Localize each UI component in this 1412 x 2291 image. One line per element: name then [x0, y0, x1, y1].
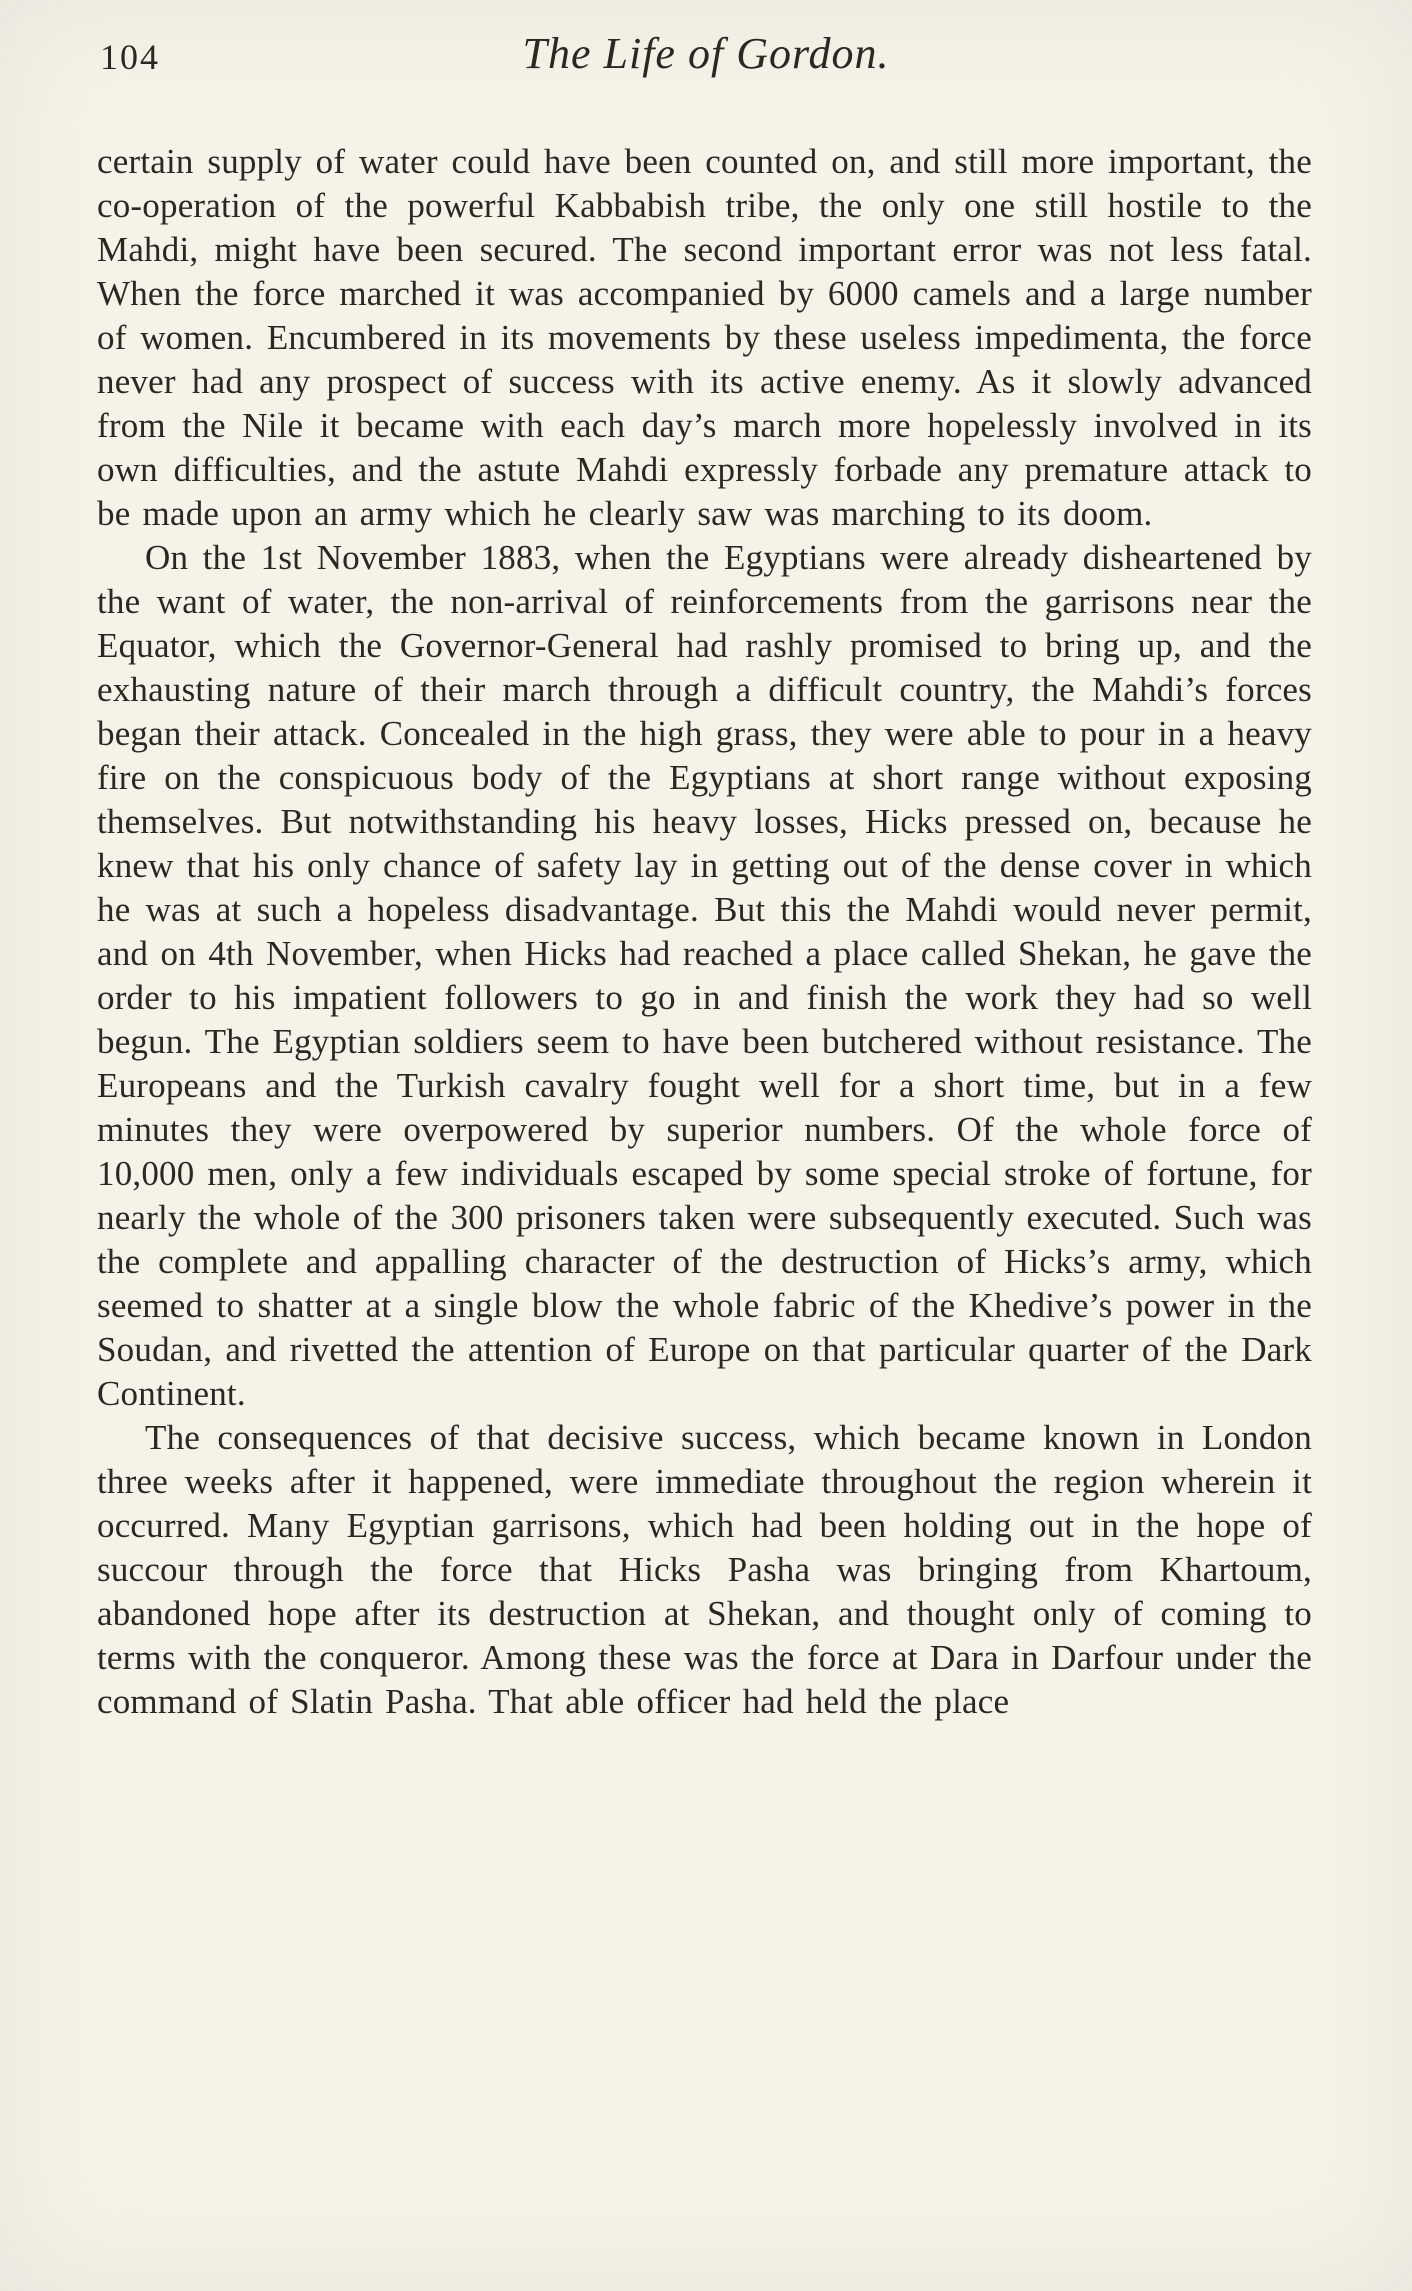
- paragraph-1: certain supply of water could have been counted on, and still more important, the co-operation of the powerful Kabbabish tribe, the only one still hostile to the Mahdi, might have been secured. The second important error was not less fatal. When the force marched it was accompanied by 6000 camels and a large number of women. Encumbered in its movements by these useless impedimenta, the force never had any prospect of success with its active enemy. As it slowly advanced from the Nile it became with each day’s march more hopelessly involved in its own difficulties, and the astute Mahdi expressly forbade any premature attack to be made upon an army which he clearly saw was marching to its doom.: [97, 142, 1312, 533]
- paragraph-3: The consequences of that decisive success, which became known in London three weeks after it happened, were immediate throughout the region wherein it occurred. Many Egyptian garrisons, which had been holding out in the hope of succour through the force that Hicks Pasha was bringing from Khartoum, abandoned hope after its destruction at Shekan, and thought only of coming to terms with the conqueror. Among these was the force at Dara in Darfour under the command of Slatin Pasha. That able officer had held the place: [97, 1418, 1312, 1721]
- text-block: [97, 140, 1312, 1724]
- running-title: The Life of Gordon.: [522, 29, 890, 78]
- page-number: 104: [100, 37, 160, 77]
- paragraph-2: On the 1st November 1883, when the Egyptians were already disheartened by the want of water, the non-arrival of reinforcements from the garrisons near the Equator, which the Governor-General had rashly promised to bring up, and the exhausting nature of their march through a difficult country, the Mahdi’s forces began their attack. Concealed in the high grass, they were able to pour in a heavy fire on the conspicuous body of the Egyptians at short range without exposing themselves. But notwithstanding his heavy losses, Hicks pressed on, because he knew that his only chance of safety lay in getting out of the dense cover in which he was at such a hopeless disadvantage. But this the Mahdi would never permit, and on 4th November, when Hicks had reached a place called Shekan, he gave the order to his impatient followers to go in and finish the work they had so well begun. The Egyptian soldiers seem to have been butchered without resistance. The Europeans and the Turkish cavalry fought well for a short time, but in a few minutes they were overpowered by superior numbers. Of the whole force of 10,000 men, only a few individuals escaped by some special stroke of fortune, for nearly the whole of the 300 prisoners taken were subsequently executed. Such was the complete and appalling character of the destruction of Hicks’s army, which seemed to shatter at a single blow the whole fabric of the Khedive’s power in the Soudan, and rivetted the attention of Europe on that particular quarter of the Dark Continent.: [97, 538, 1312, 1413]
- page-header: [0, 0, 1412, 112]
